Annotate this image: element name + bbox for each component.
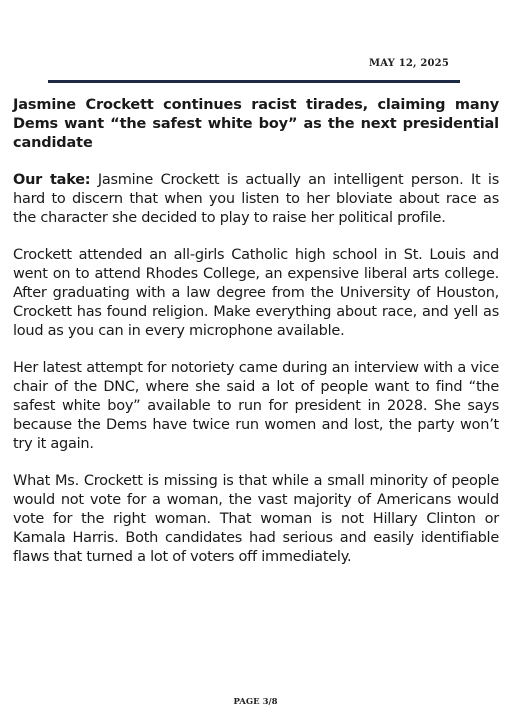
our-take-paragraph [13, 171, 499, 228]
page-number: PAGE 3/8 [233, 697, 278, 707]
article-paragraph: Her latest attempt for notoriety came during an interview with a vice chair of the DNC, where she said a lot of people want to find “the safest white boy” available to run for president in 2028. She says because the Dems have twice run women and lost, the party won’t try it again. [13, 360, 499, 452]
our-take-text: Jasmine Crockett is actually an intelligent person. It is hard to discern that when you listen to her bloviate about race as the character she decided to play to raise her political profile. [13, 172, 499, 226]
header-divider [48, 80, 460, 83]
article-headline: Jasmine Crockett continues racist tirades, claiming many Dems want “the safest white boy” as the next presidential candidate [13, 97, 499, 151]
article-paragraph: What Ms. Crockett is missing is that while a small minority of people would not vote for a woman, the vast majority of Americans would vote for the right woman. That woman is not Hillary Clinton or Kamala Harris. Both candidates had serious and easily identifiable flaws that turned a lot of voters off immediately. [13, 473, 499, 565]
our-take-label: Our take: [13, 172, 91, 188]
article-paragraph: Crockett attended an all-girls Catholic high school in St. Louis and went on to attend Rhodes College, an expensive liberal arts college. After graduating with a law degree from the University of Houston, Crockett has found religion. Make everything about race, and yell as loud as you can in every microphone available. [13, 247, 499, 339]
article [13, 96, 499, 567]
issue-date: MAY 12, 2025 [368, 58, 449, 69]
